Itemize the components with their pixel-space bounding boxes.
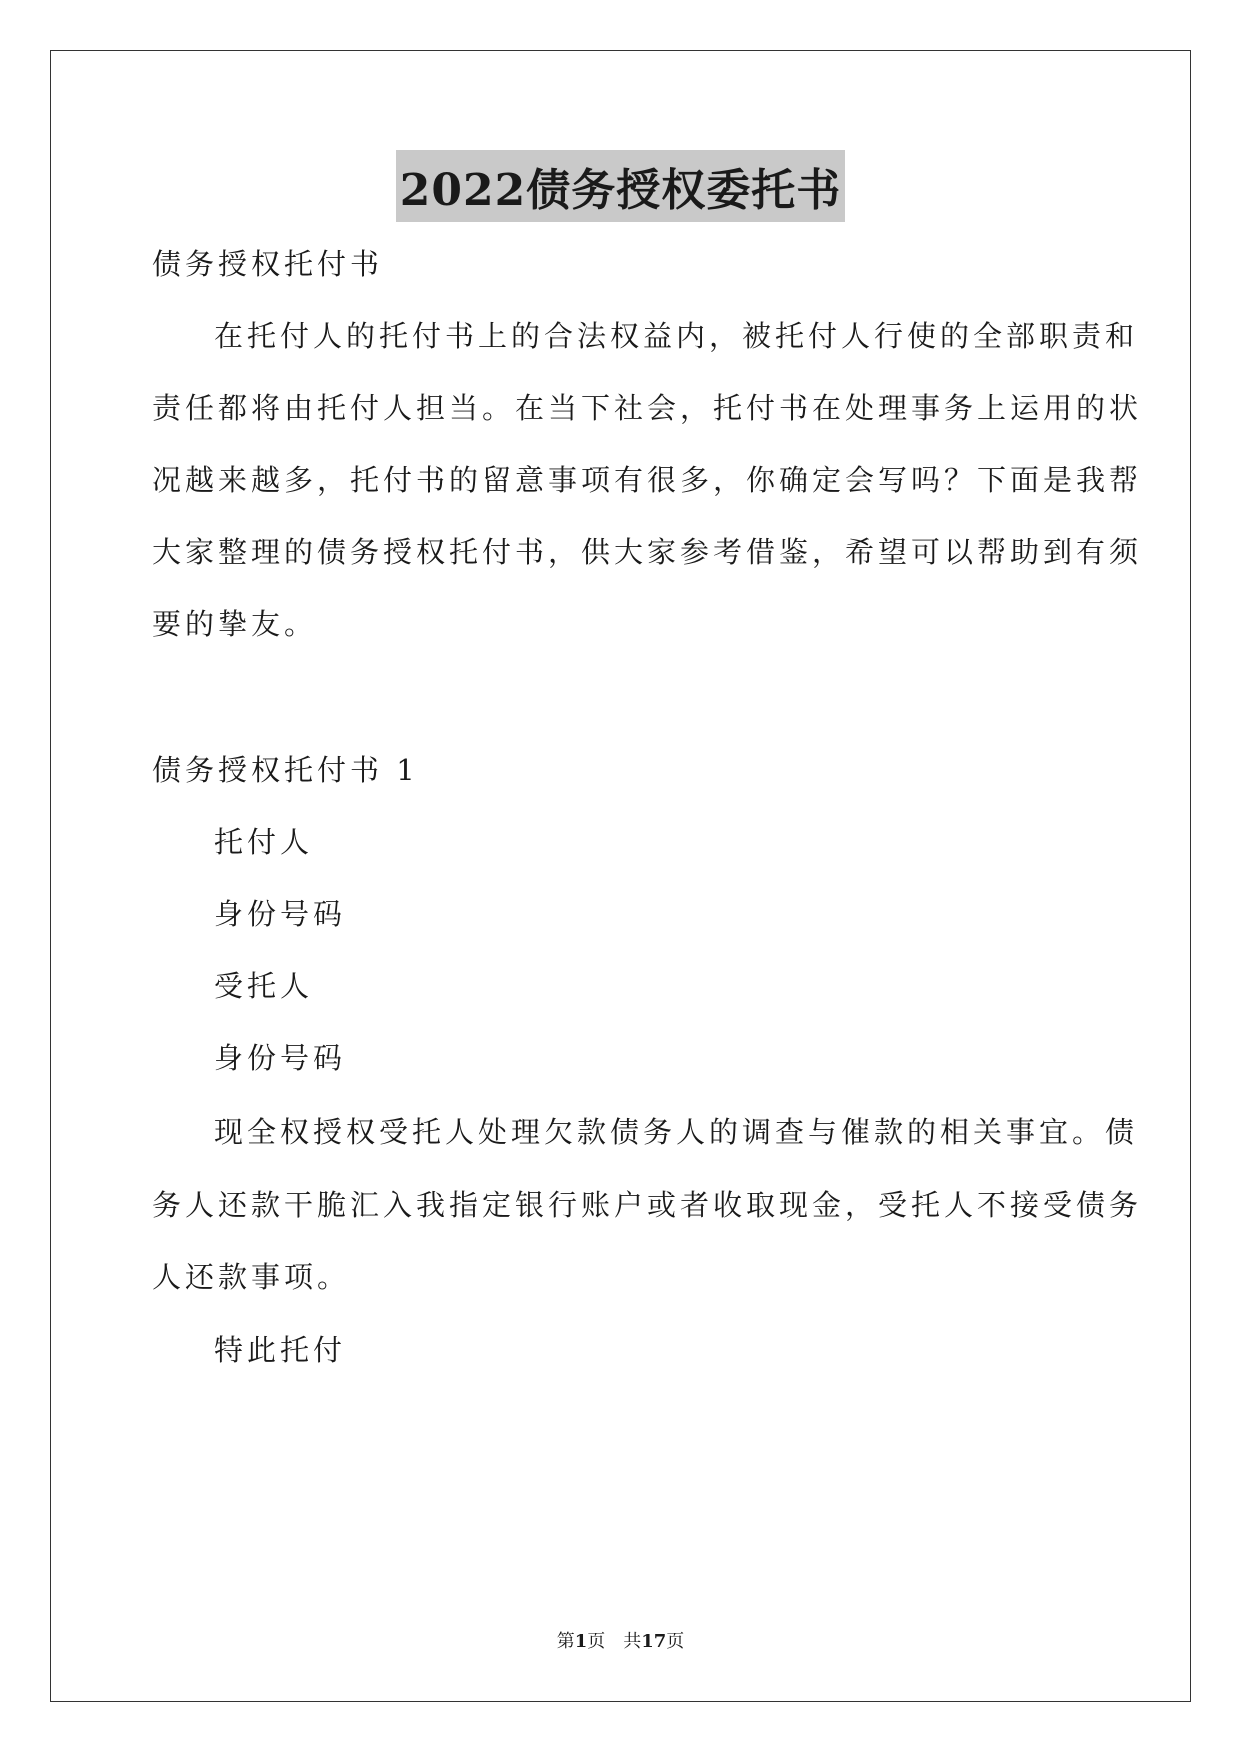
body-paragraph-line: 现全权授权受托人处理欠款债务人的调查与催款的相关事宜。债 <box>214 1115 1139 1149</box>
section-heading: 债务授权托付书 <box>152 247 384 281</box>
footer-mid: 页 共 <box>587 1631 642 1652</box>
document-title <box>0 150 1241 222</box>
intro-paragraph-line: 要的挚友。 <box>152 607 318 641</box>
footer-suffix: 页 <box>666 1631 685 1652</box>
document-title-text: 2022债务授权委托书 <box>396 150 845 222</box>
intro-paragraph-line: 责任都将由托付人担当。在当下社会，托付书在处理事务上运用的状 <box>152 391 1143 425</box>
body-paragraph-line: 人还款事项。 <box>152 1260 351 1294</box>
intro-paragraph-line: 况越来越多，托付书的留意事项有很多，你确定会写吗？下面是我帮 <box>152 463 1143 497</box>
footer-prefix: 第 <box>556 1631 575 1652</box>
page-footer <box>0 1627 1241 1653</box>
intro-paragraph-line: 在托付人的托付书上的合法权益内，被托付人行使的全部职责和 <box>214 319 1139 353</box>
footer-current-page: 1 <box>574 1631 588 1652</box>
field-label-agent-id: 身份号码 <box>214 1041 347 1075</box>
footer-total-pages: 17 <box>641 1631 667 1652</box>
closing-line: 特此托付 <box>214 1333 347 1367</box>
field-label-principal: 托付人 <box>214 825 314 859</box>
body-paragraph-line: 务人还款干脆汇入我指定银行账户或者收取现金，受托人不接受债务 <box>152 1188 1143 1222</box>
field-label-agent: 受托人 <box>214 969 314 1003</box>
intro-paragraph-line: 大家整理的债务授权托付书，供大家参考借鉴，希望可以帮助到有须 <box>152 535 1143 569</box>
page-border <box>50 50 1191 1702</box>
section-heading-1: 债务授权托付书 1 <box>152 753 419 787</box>
field-label-principal-id: 身份号码 <box>214 897 347 931</box>
